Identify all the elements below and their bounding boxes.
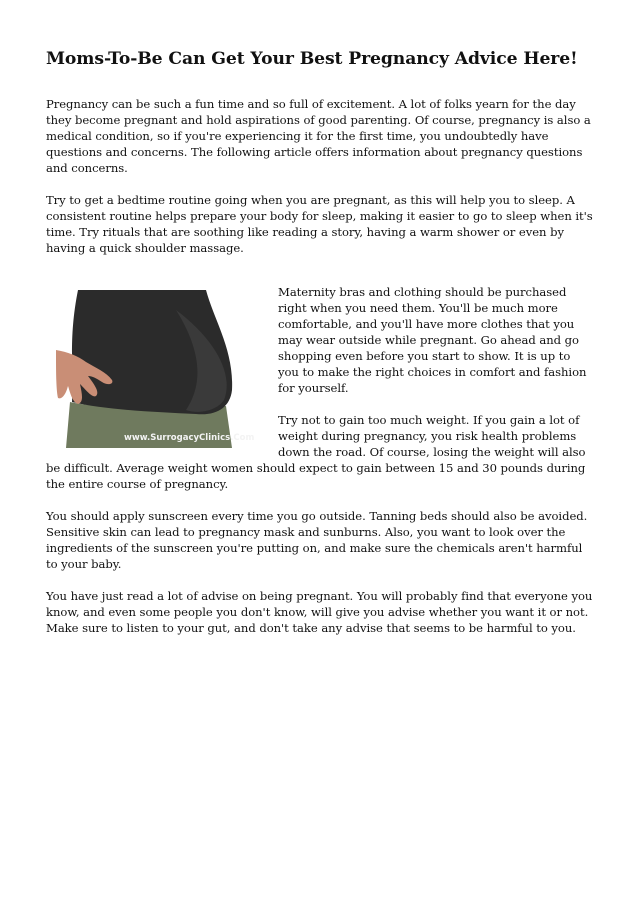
paragraph-sunscreen: You should apply sunscreen every time you go outside. Tanning beds should also be avoided. Sensitive skin can lead to pregnancy mask and sunburns. Also, you want to look over the ingredients of the sunscreen you're putting on, and make sure the chemicals aren't harmful to your baby. (46, 509, 588, 571)
document-page (46, 48, 594, 652)
paragraph-bedtime: Try to get a bedtime routine going when you are pregnant, as this will help you to sleep. A consistent routine helps prepare your body for sleep, making it easier to go to sleep when it's time. Try rituals that are soothing like reading a story, having a warm shower or even by having a quick shoulder massage. (46, 193, 593, 255)
paragraph-intro: Pregnancy can be such a fun time and so full of excitement. A lot of folks yearn for the day they become pregnant and hold aspirations of good parenting. Of course, pregnancy is also a medical condition, so if you're experiencing it for the first time, you undoubtedly have questions and concerns. The following article offers information about pregnancy questions and concerns. (46, 97, 591, 175)
pregnant-belly-image (56, 290, 255, 448)
watermark-text: www.SurrogacyClinics.Com (124, 433, 255, 443)
paragraph-weight: Try not to gain too much weight. If you gain a lot of weight during pregnancy, you risk health problems down the road. Of course, losing the weight will also be difficult. Average weight women should expect to gain between 15 and 30 pounds during the entire course of pregnancy. (46, 413, 586, 491)
page-title: Moms-To-Be Can Get Your Best Pregnancy Advice Here! (46, 49, 578, 69)
paragraph-maternity: Maternity bras and clothing should be purchased right when you need them. You'll be much more comfortable, and you'll have more clothes that you may wear outside while pregnant. Go ahead and go shopping even before you start to show. It is up to you to make the right choices in comfort and fashion for yourself. (278, 285, 587, 395)
pregnancy-photo (56, 290, 255, 448)
paragraph-conclusion: You have just read a lot of advise on being pregnant. You will probably find that everyone you know, and even some people you don't know, will give you advise whether you want it or not. Make sure to listen to your gut, and don't take any advise that seems to be harmful to you. (46, 589, 593, 635)
